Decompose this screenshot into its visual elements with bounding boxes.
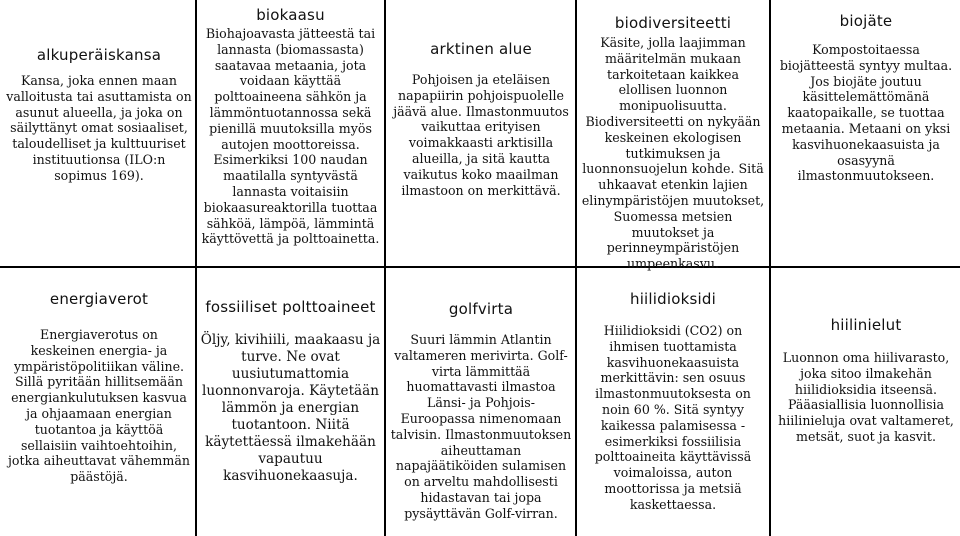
term-definition: Hiilidioksidi (CO2) on ihmisen tuottamista kasvihuonekaasuista merkittävin: sen osuus ilmastonmuutoksesta on noin 60 %. Sitä syntyy kaikessa palamisessa - esimerkiksi fossiilisia polttoaineita käyttävissä voimaloissa, auton moottorissa ja metsiä kaskettaessa. [594,323,752,512]
term-cell-golfvirta [390,300,572,522]
term-definition: Luonnon oma hiilivarasto, joka sitoo ilmakehän hiilidioksidia itseensä. Pääasiallisia luonnollisia hiilinieluja ovat valtameret, metsät, suot ja kasvit. [778,350,954,444]
term-cell-hiilinielut [776,316,956,445]
column-divider [195,0,197,536]
term-cell-energiaverot [6,290,192,485]
term-definition: Käsite, jolla laajimman määritelmän mukaan tarkoitetaan kaikkea elollisen luonnon monipuolisuutta. Biodiversiteetti on nykyään keskeinen ekologisen tutkimuksen ja luonnonsuojelun kohde. Sitä uhkaavat etenkin lajien elinympäristöjen muutokset, Suomessa metsien muutokset ja perinneympäristöjen umpeenkasvu. [581,35,765,272]
term-title: energiaverot [49,290,149,308]
term-title: biojäte [839,12,893,30]
term-definition: Suuri lämmin Atlantin valtameren merivirta. Golf-virta lämmittää huomattavasti ilmastoa Länsi- ja Pohjois-Euroopassa nimenomaan talvisin. Ilmastonmuutoksen aiheuttaman napajäätiköiden sulamisen on arveltu mahdollisesti hidastavan tai jopa pysäyttävän Golf-virran. [390,332,572,521]
term-title: biodiversiteetti [614,14,732,32]
term-title: fossiiliset polttoaineet [205,298,376,316]
term-cell-biokaasu [200,6,381,247]
term-title: biokaasu [256,6,325,24]
term-title: hiilinielut [830,316,902,334]
term-cell-biojate [776,12,956,184]
term-title: hiilidioksidi [629,290,716,308]
term-cell-fossiiliset-polttoaineet [200,298,381,485]
table-divider [0,266,960,268]
term-definition: Pohjoisen ja eteläisen napapiirin pohjoispuolelle jäävä alue. Ilmastonmuutos vaikuttaa erityisen voimakkaasti arktisilla alueilla, ja sitä kautta vaikutus koko maailman ilmastoon on merkittävä. [393,72,569,198]
column-divider [575,0,577,536]
term-definition: Energiaverotus on keskeinen energia- ja ympäristöpolitiikan väline. Sillä pyritään hillitsemään energiankulutuksen kasvua ja ohjaamaan energian tuotantoa ja käyttöä sellaisiin vaihtoehtoihin, jotka aiheuttavat vähemmän päästöjä. [8,327,190,485]
term-title: alkuperäiskansa [36,46,162,64]
column-divider [384,0,386,536]
term-title: golfvirta [448,300,514,318]
term-title: arktinen alue [430,40,532,58]
term-cell-hiilidioksidi [580,290,766,513]
column-divider [769,0,771,536]
term-cell-alkuperaiskansa [6,46,192,184]
term-definition: Kansa, joka ennen maan valloitusta tai asuttamista on asunut alueella, ja joka on säilyttänyt omat sosiaaliset, taloudelliset ja kulttuuriset instituutionsa (ILO:n sopimus 169). [6,73,192,183]
term-definition: Kompostoitaessa biojätteestä syntyy multaa. Jos biojäte joutuu käsittelemättömänä kaatopaikalle, se tuottaa metaania. Metaani on yksi kasvihuonekaasuista ja osasyynä ilmastonmuutokseen. [779,42,953,184]
term-definition: Öljy, kivihiili, maakaasu ja turve. Ne ovat uusiutumattomia luonnonvaroja. Käytetään lämmön ja energian tuotantoon. Niitä käytettäessä ilmakehään vapautuu kasvihuonekaasuja. [200,332,381,484]
term-cell-biodiversiteetti [580,14,766,272]
term-cell-arktinen-alue [390,40,572,198]
term-definition: Biohajoavasta jätteestä tai lannasta (biomassasta) saatavaa metaania, jota voidaan käyttää polttoaineena sähkön ja lämmöntuotannossa sekä pienillä muutoksilla myös autojen moottoreissa. Esimerkiksi 100 naudan maatilalla syntyvästä lannasta voitaisiin biokaasureaktorilla tuottaa sähköä, lämpöä, lämmintä käyttövettä ja polttoainetta. [201,26,380,247]
